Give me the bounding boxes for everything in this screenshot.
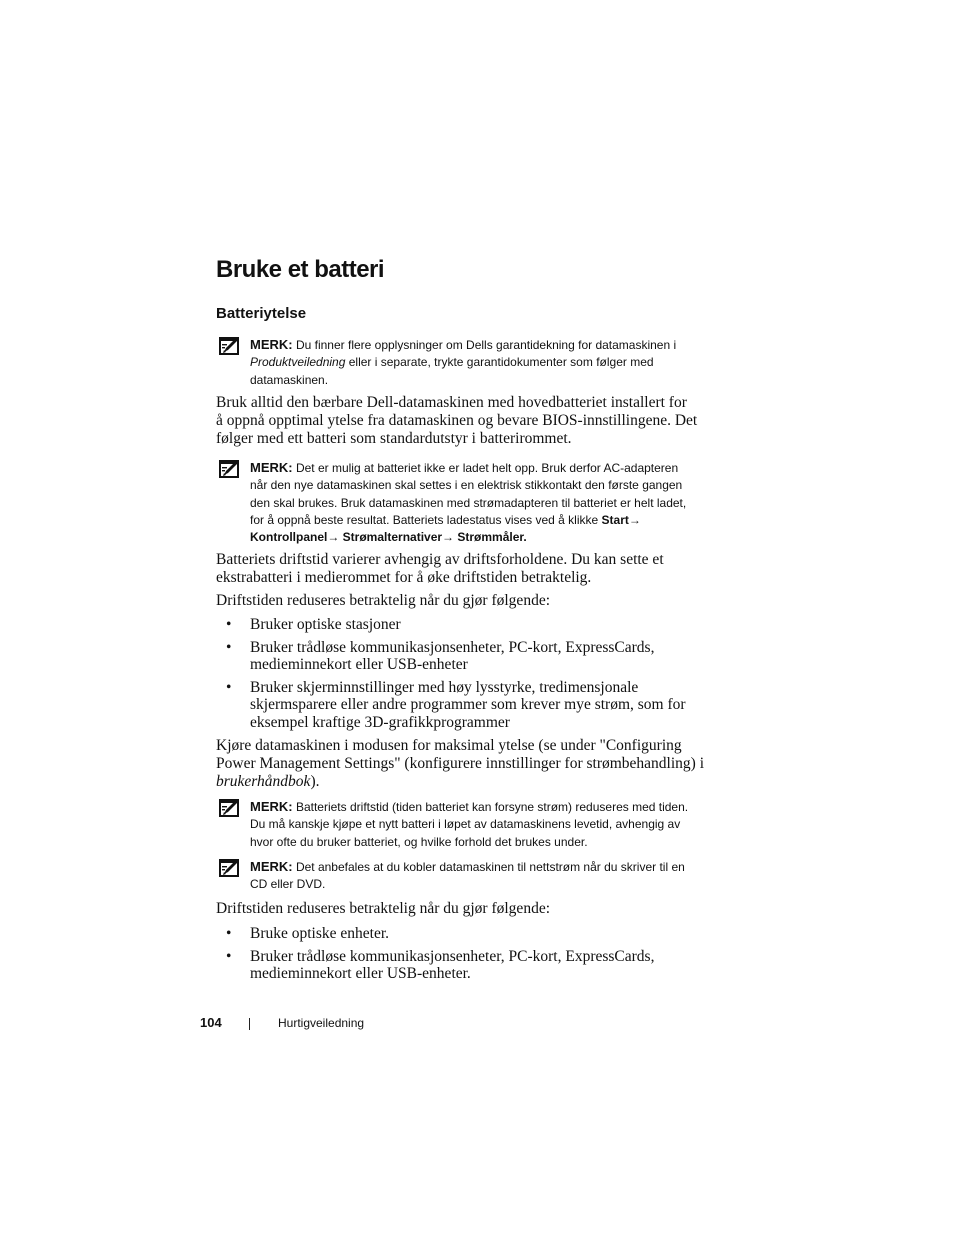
- list-item-line: Bruke optiske enheter.: [250, 925, 390, 942]
- paragraph: [216, 737, 716, 792]
- list-item-line: eksempel kraftige 3D-grafikkprogrammer: [250, 713, 510, 731]
- note-pencil-icon: [218, 459, 240, 479]
- note-line: CD eller DVD.: [250, 877, 326, 892]
- note-label: MERK:: [250, 799, 293, 814]
- paragraph: [216, 551, 716, 587]
- note-text: [250, 798, 716, 851]
- note-pencil-icon: [218, 858, 240, 878]
- list-item: [216, 679, 716, 732]
- list-item-line: medieminnekort eller USB-enheter.: [250, 965, 471, 983]
- footer-title: Hurtigveiledning: [278, 1016, 365, 1030]
- bullet-icon: •: [226, 925, 232, 942]
- bullet-icon: •: [226, 616, 232, 633]
- paragraph-line: følger med ett batteri som standardutstyr i batterirommet.: [216, 430, 572, 448]
- note-line: Det anbefales at du kobler datamaskinen til nettstrøm når du skriver til en: [295, 860, 685, 874]
- menu-path-power-options: Strømalternativer: [339, 530, 443, 545]
- list-item-line: Bruker skjerminnstillinger med høy lysstyrke, tredimensjonale: [250, 678, 639, 696]
- list-item: [216, 948, 716, 983]
- page-number: 104: [200, 1015, 222, 1030]
- paragraph: Driftstiden reduseres betraktelig når du gjør følgende:: [216, 900, 550, 917]
- paragraph-line: ).: [310, 773, 320, 791]
- paragraph-line: ekstrabatteri i medierommet for å øke driftstiden betraktelig.: [216, 569, 592, 587]
- list-item: [216, 616, 716, 634]
- bullet-icon: •: [226, 947, 232, 965]
- list-item-line: Bruker trådløse kommunikasjonsenheter, PC-kort, ExpressCards,: [250, 638, 655, 656]
- note-line: Det er mulig at batteriet ikke er ladet helt opp. Bruk derfor AC-adapteren: [295, 461, 679, 475]
- paragraph-line: Bruk alltid den bærbare Dell-datamaskinen med hovedbatteriet installert for: [216, 394, 687, 411]
- arrow-icon: →: [628, 512, 641, 527]
- list-item-line: Bruker trådløse kommunikasjonsenheter, PC-kort, ExpressCards,: [250, 947, 655, 965]
- italic-term: brukerhåndbok: [216, 773, 311, 791]
- note-line: Batteriets driftstid (tiden batteriet kan forsyne strøm) reduseres med tiden.: [295, 800, 689, 814]
- paragraph-line: Kjøre datamaskinen i modusen for maksimal ytelse (se under "Configuring: [216, 737, 682, 754]
- note-line: Du må kanskje kjøpe et nytt batteri i løpet av datamaskinens levetid, avhengig av: [250, 817, 681, 832]
- note-line-end: .: [523, 530, 527, 545]
- note-line: eller i separate, trykte garantidokumenter som følger med: [345, 355, 654, 370]
- paragraph: Driftstiden reduseres betraktelig når du gjør følgende:: [216, 592, 550, 609]
- bullet-list: [216, 925, 716, 983]
- note-pencil-icon: [218, 798, 240, 818]
- bullet-icon: •: [226, 638, 232, 656]
- note-text: [250, 459, 716, 546]
- list-item-line: medieminnekort eller USB-enheter: [250, 656, 468, 674]
- note-label: MERK:: [250, 460, 293, 475]
- bullet-list: [216, 616, 716, 732]
- menu-path-start: Start: [601, 512, 629, 527]
- note-line: hvor ofte du bruker batteriet, og hvilke forhold det brukes under.: [250, 834, 588, 849]
- note-line: når den nye datamaskinen skal settes i en elektrisk stikkontakt den første gangen: [250, 478, 683, 493]
- section-heading: Batteriytelse: [216, 305, 307, 322]
- paragraph-line: å oppnå opptimal ytelse fra datamaskinen og bevare BIOS-innstillingene. Det: [216, 412, 698, 430]
- page-heading: Bruke et batteri: [216, 256, 385, 283]
- note-text: [250, 858, 716, 894]
- paragraph: [216, 394, 716, 449]
- menu-path-control-panel: Kontrollpanel: [250, 530, 328, 545]
- footer-divider: [249, 1018, 250, 1030]
- list-item-line: Bruker optiske stasjoner: [250, 616, 401, 633]
- note-line: den skal brukes. Bruk datamaskinen med strømadapteren til batteriet er helt ladet,: [250, 495, 687, 510]
- menu-path-power-meter: Strømmåler: [454, 530, 524, 545]
- bullet-icon: •: [226, 678, 232, 696]
- list-item: [216, 639, 716, 674]
- paragraph-line: Power Management Settings" (konfigurere innstillinger for strømbehandling) i: [216, 755, 705, 773]
- note-pencil-icon: [218, 336, 240, 356]
- arrow-icon: →: [327, 530, 340, 545]
- note-text: [250, 336, 716, 389]
- paragraph-line: Batteriets driftstid varierer avhengig av driftsforholdene. Du kan sette et: [216, 551, 664, 568]
- arrow-icon: →: [442, 530, 455, 545]
- note-label: MERK:: [250, 859, 293, 874]
- list-item: [216, 925, 716, 943]
- note-line: Du finner flere opplysninger om Dells garantidekning for datamaskinen i: [295, 338, 677, 352]
- note-label: MERK:: [250, 337, 293, 352]
- list-item-line: skjermsparere eller andre programmer som krever mye strøm, som for: [250, 696, 686, 714]
- note-line: datamaskinen.: [250, 372, 329, 387]
- note-italic-term: Produktveiledning: [250, 355, 346, 370]
- note-line: for å oppnå beste resultat. Batteriets ladestatus vises ved å klikke: [250, 512, 602, 527]
